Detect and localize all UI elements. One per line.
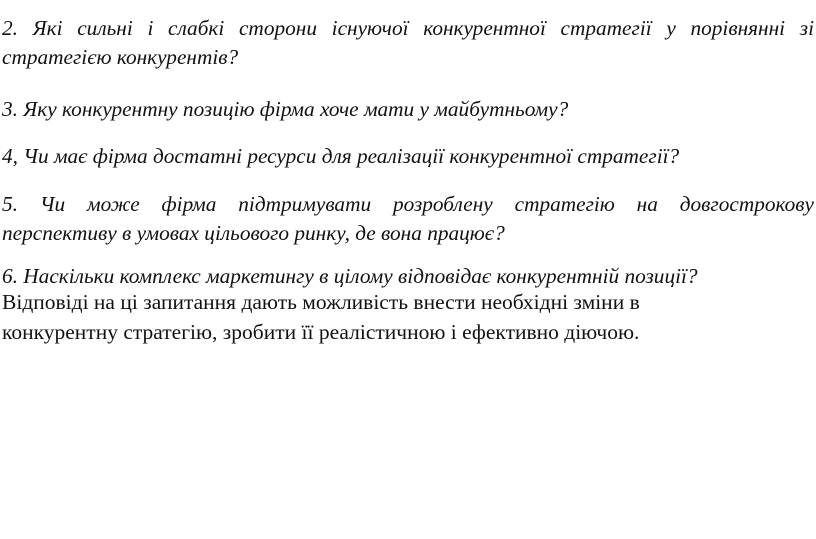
- question-4-line-1: 4, Чи має фірма достатні ресурси для реалізації конкурентної стратегії?: [2, 144, 680, 168]
- answer-line-1: Відповіді на ці запитання дають можливість внести необхідні зміни в: [2, 290, 640, 314]
- answer-paragraph: [2, 287, 814, 347]
- question-2-line-1: 2. Які сильні і слабкі сторони існуючої конкурентної стратегії у порівнянні зі: [2, 16, 814, 40]
- question-2: [2, 14, 814, 72]
- answer-line-2: конкурентну стратегію, зробити її реалістичною і ефективно діючою.: [2, 320, 640, 344]
- question-6-line-1: 6. Наскільки комплекс маркетингу в цілому відповідає конкурентній позиції?: [2, 264, 698, 288]
- question-3-line-1: 3. Яку конкурентну позицію фірма хоче мати у майбутньому?: [2, 97, 569, 121]
- question-3: [2, 95, 814, 124]
- question-5-line-1: 5. Чи може фірма підтримувати розроблену стратегію на довгострокову: [2, 192, 814, 216]
- question-5-line-2: перспективу в умовах цільового ринку, де вона працює?: [2, 221, 505, 245]
- question-4: [2, 142, 814, 171]
- question-2-line-2: стратегією конкурентів?: [2, 45, 239, 69]
- question-5: [2, 190, 814, 248]
